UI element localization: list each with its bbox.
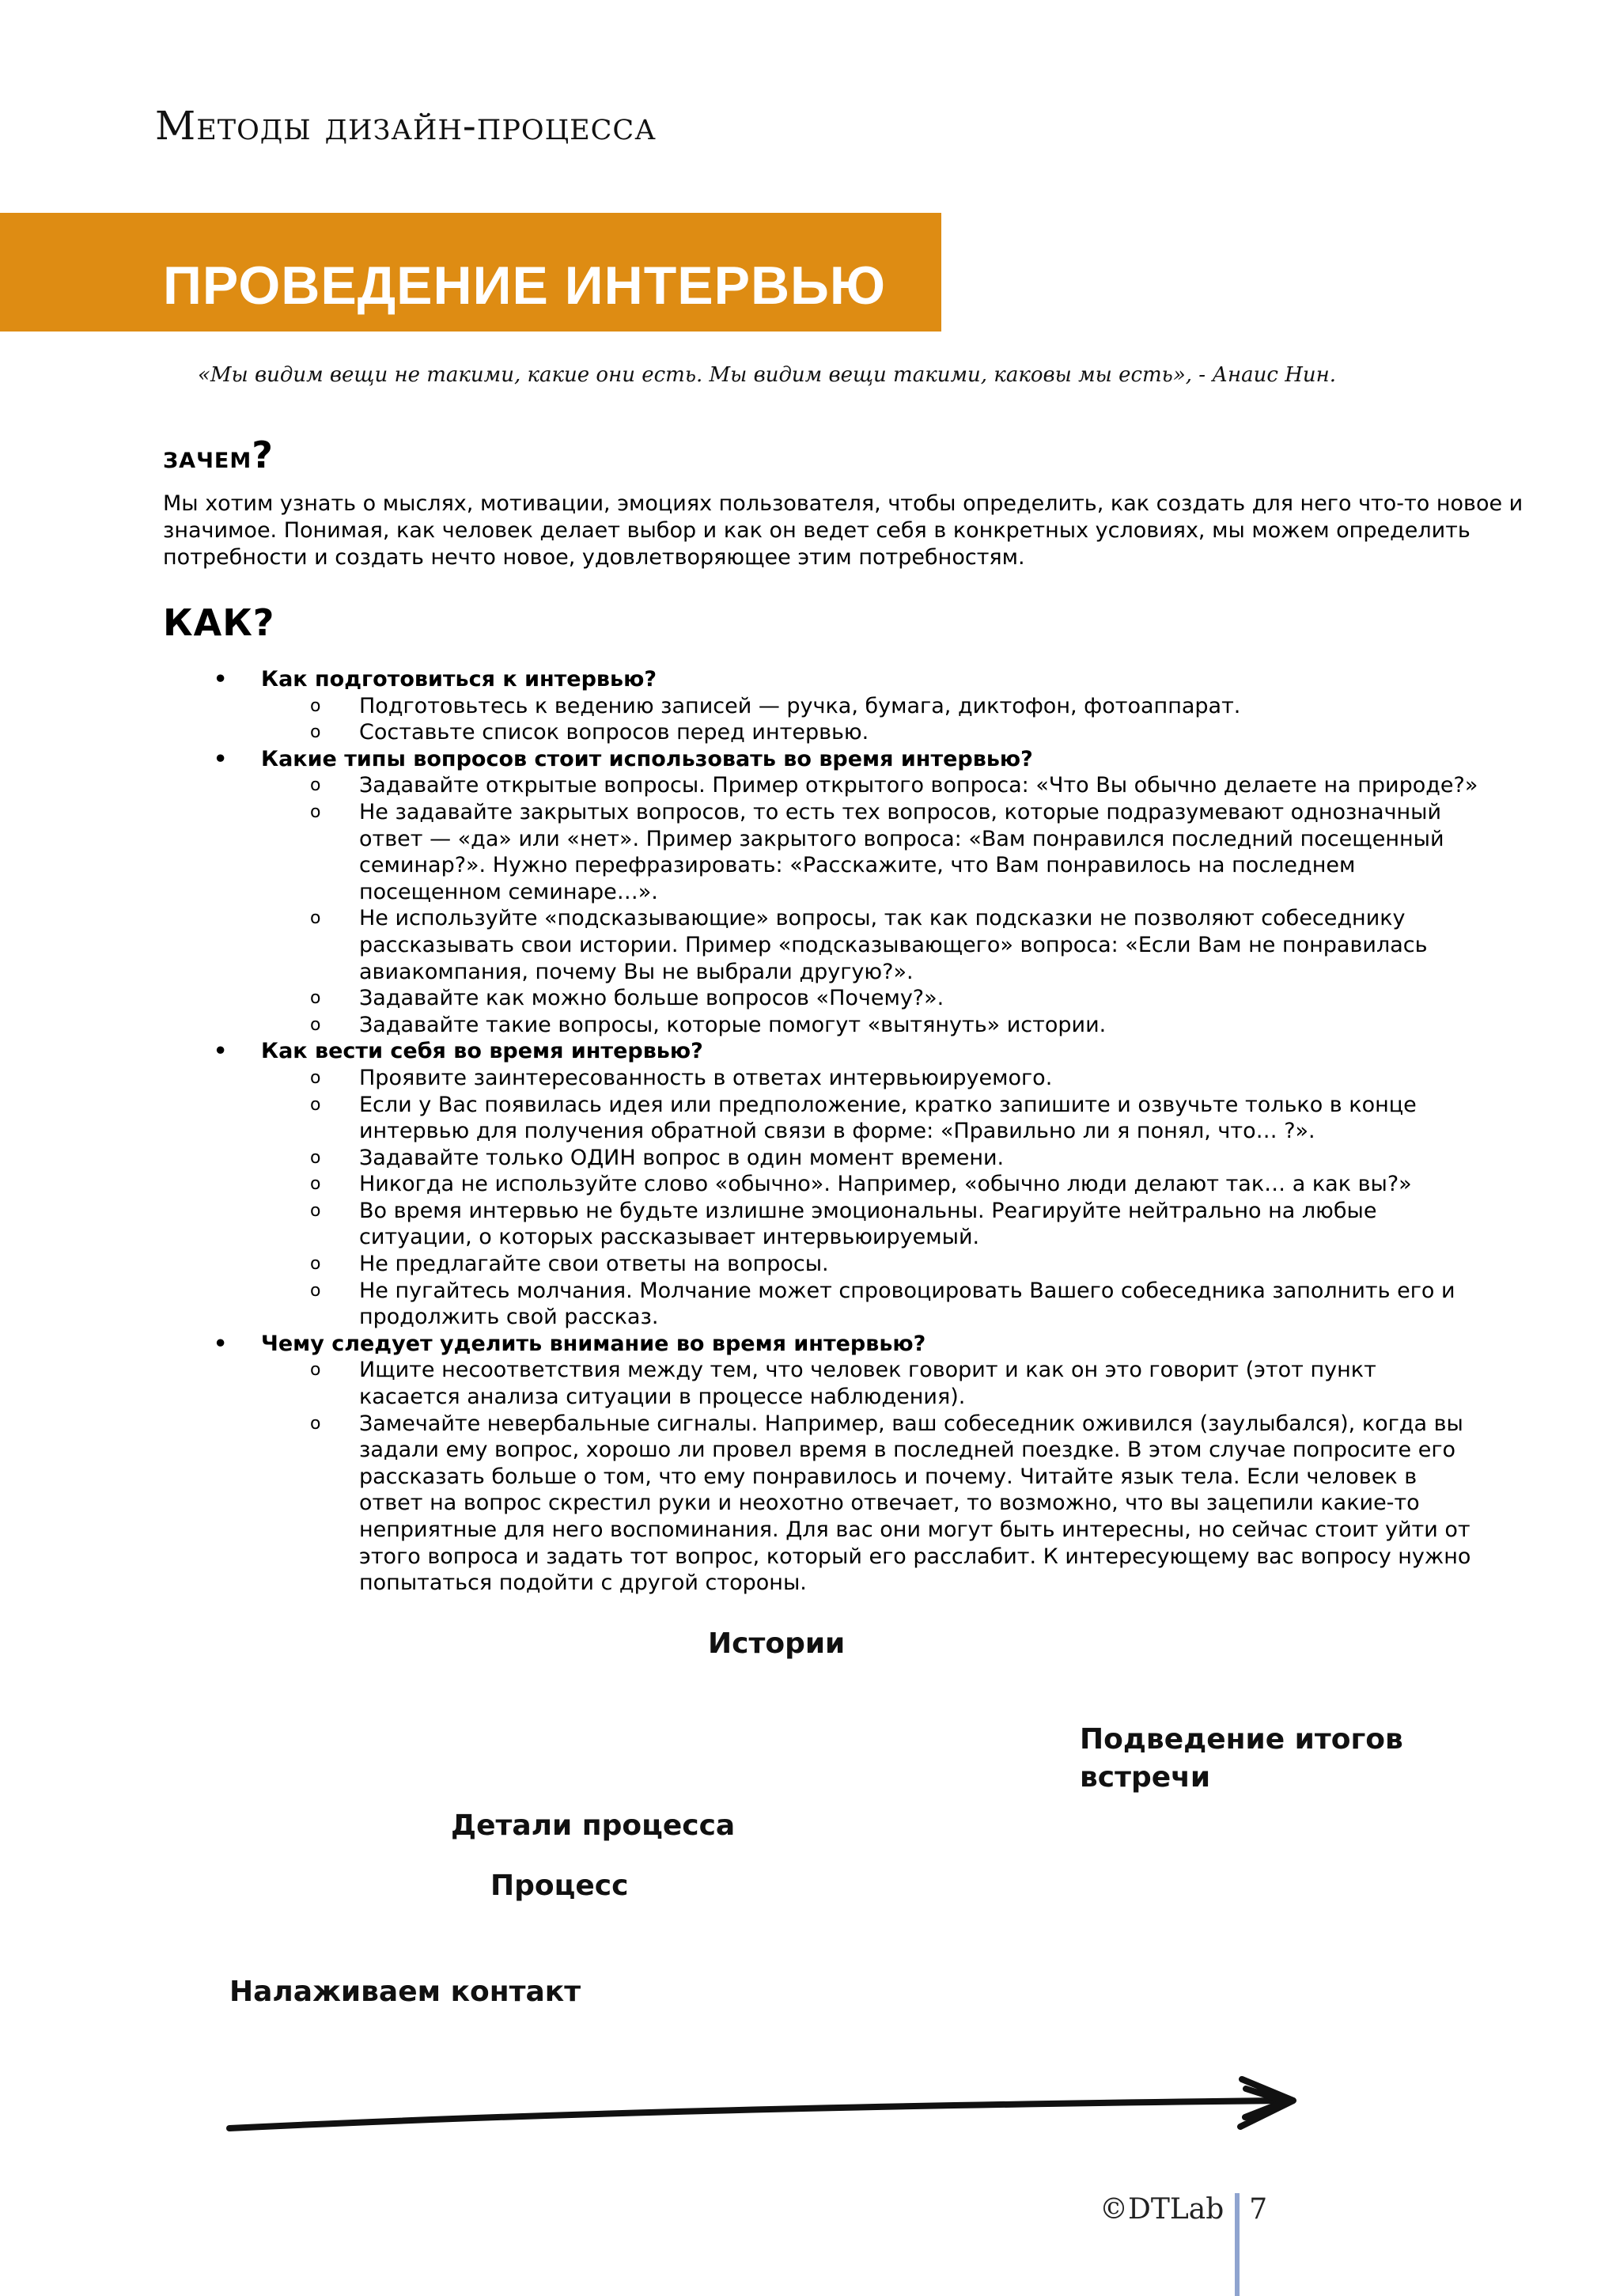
- how-sub-item: [214, 1145, 1481, 1172]
- how-sub-item-text: Задавайте только ОДИН вопрос в один момент времени.: [359, 1145, 1005, 1170]
- bullet-icon: •: [214, 667, 228, 691]
- how-sub-item-text: Никогда не используйте слово «обычно». Например, «обычно люди делают так… а как вы?»: [359, 1172, 1412, 1197]
- section-title: ПРОВЕДЕНИЕ ИНТЕРВЬЮ: [163, 256, 887, 316]
- sub-bullet-icon: o: [310, 1067, 321, 1088]
- how-sub-item-text: Задавайте как можно больше вопросов «Почему?».: [359, 986, 944, 1011]
- how-list: [214, 666, 1495, 1597]
- how-sub-item-text: Подготовьтесь к ведению записей — ручка, бумага, диктофон, фотоаппарат.: [359, 693, 1241, 718]
- how-sub-item: [214, 1171, 1481, 1198]
- how-sub-item-text: Если у Вас появилась идея или предположение, кратко запишите и озвучьте только в конце интервью для получения обратной связи в форме: «Правильно ли я понял, что… ?».: [359, 1092, 1417, 1144]
- bullet-icon: •: [214, 1331, 228, 1356]
- why-paragraph: Мы хотим узнать о мыслях, мотивации, эмоциях пользователя, чтобы определить, как создать для него что-то новое и значимое. Понимая, как человек делает выбор и как он ведет себя в конкретных условиях, мы можем определить потребности и создать нечто новое, удовлетворяющее этим потребностям.: [163, 491, 1523, 570]
- page-footer: [1100, 2193, 1267, 2296]
- how-sub-item-text: Ищите несоответствия между тем, что человек говорит и как он это говорит (этот пункт касается анализа ситуации в процессе наблюдения).: [359, 1358, 1376, 1410]
- how-sub-item-text: Во время интервью не будьте излишне эмоциональны. Реагируйте нейтрально на любые ситуации, о которых рассказывает интервьюируемый.: [359, 1198, 1377, 1250]
- how-sub-item: [214, 772, 1481, 799]
- sub-bullet-icon: o: [310, 1014, 321, 1035]
- label-summary-line2: встречи: [1080, 1761, 1211, 1794]
- how-heading: КАК?: [163, 601, 275, 644]
- timeline-arrow-shaft: [229, 2101, 1281, 2128]
- sub-bullet-icon: o: [310, 1200, 321, 1221]
- how-sub-item: [214, 693, 1481, 720]
- how-sub-item: [214, 1198, 1481, 1251]
- page-number: 7: [1249, 2193, 1268, 2226]
- bullet-icon: •: [214, 746, 228, 771]
- sub-bullet-icon: o: [310, 988, 321, 1009]
- how-sub-item: [214, 1251, 1481, 1278]
- sub-bullet-icon: o: [310, 722, 321, 743]
- how-item-title: [214, 746, 1495, 773]
- label-summary-line1: Подведение итогов: [1080, 1723, 1403, 1756]
- bullet-icon: •: [214, 1039, 228, 1064]
- sub-bullet-icon: o: [310, 1147, 321, 1168]
- sub-bullet-icon: o: [310, 775, 321, 796]
- sub-bullet-icon: o: [310, 1360, 321, 1381]
- label-process: Процесс: [490, 1870, 629, 1902]
- why-heading: зачем?: [163, 434, 274, 476]
- epigraph-quote: «Мы видим вещи не такими, какие они есть. Мы видим вещи такими, каковы мы есть», - Анаис Нин.: [198, 363, 1337, 387]
- sub-bullet-icon: o: [310, 1094, 321, 1115]
- how-sub-item-text: Не задавайте закрытых вопросов, то есть тех вопросов, которые подразумевают однозначный ответ — «да» или «нет». Пример закрытого вопроса: «Вам понравился последний посещенный семинар?». Нужно перефразировать: «Расскажите, что Вам понравилось на последнем посещенном семинаре…».: [359, 799, 1444, 904]
- how-sub-item: [214, 719, 1481, 746]
- how-sub-item: [214, 1012, 1481, 1039]
- how-sub-item-text: Задавайте открытые вопросы. Пример открытого вопроса: «Что Вы обычно делаете на природе?»: [359, 773, 1478, 798]
- how-sub-item-text: Не используйте «подсказывающие» вопросы, так как подсказки не позволяют собеседнику рассказывать свои истории. Пример «подсказывающего» вопроса: «Если Вам не понравилась авиакомпания, почему Вы не выбрали другую?».: [359, 906, 1428, 984]
- how-sub-item-text: Не предлагайте свои ответы на вопросы.: [359, 1252, 829, 1277]
- copyright-text: ©DTLab: [1100, 2193, 1224, 2226]
- label-stories: Истории: [708, 1627, 846, 1660]
- how-sub-item-text: Замечайте невербальные сигналы. Например, ваш собеседник оживился (заулыбался), когда вы задали ему вопрос, хорошо ли провел время в последней поездке. В этом случае попросите его рассказать больше о том, что ему понравилось и почему. Читайте язык тела. Если человек в ответ на вопрос скрестил руки и неохотно отвечает, то возможно, что вы зацепили какие-то неприятные для него воспоминания. Для вас они могут быть интересны, но сейчас стоит уйти от этого вопроса и задать тот вопрос, который его расслабит. К интересующему вас вопросу нужно попытаться подойти с другой стороны.: [359, 1411, 1471, 1596]
- how-item-title: [214, 666, 1495, 693]
- how-sub-item: [214, 905, 1481, 985]
- how-sub-item: [214, 1278, 1481, 1331]
- how-item-title: [214, 1331, 1495, 1358]
- label-building-contact: Налаживаем контакт: [229, 1976, 581, 2008]
- sub-bullet-icon: o: [310, 908, 321, 929]
- sub-bullet-icon: o: [310, 1174, 321, 1195]
- how-sub-item: [214, 1357, 1481, 1410]
- label-process-details: Детали процесса: [451, 1809, 736, 1842]
- how-item-title: [214, 1038, 1495, 1065]
- how-sub-item: [214, 1092, 1481, 1145]
- how-sub-item: [214, 1065, 1481, 1092]
- sub-bullet-icon: o: [310, 801, 321, 822]
- sub-bullet-icon: o: [310, 695, 321, 716]
- how-sub-item-text: Задавайте такие вопросы, которые помогут «вытянуть» истории.: [359, 1012, 1107, 1037]
- how-sub-item: [214, 1411, 1481, 1597]
- how-item-title-text: Чему следует уделить внимание во время интервью?: [261, 1331, 926, 1356]
- footer-separator: [1235, 2193, 1240, 2296]
- how-sub-item-text: Не пугайтесь молчания. Молчание может спровоцировать Вашего собеседника заполнить его и продолжить свой рассказ.: [359, 1278, 1455, 1330]
- how-sub-item-text: Составьте список вопросов перед интервью.: [359, 720, 869, 745]
- document-header-title: Методы дизайн-процесса: [155, 103, 657, 149]
- how-item-title-text: Какие типы вопросов стоит использовать во время интервью?: [261, 746, 1033, 771]
- how-item-title-text: Как вести себя во время интервью?: [261, 1039, 703, 1064]
- interview-flow-diagram: [198, 1606, 1345, 2176]
- how-item-title-text: Как подготовиться к интервью?: [261, 667, 657, 691]
- how-sub-item: [214, 799, 1481, 905]
- how-sub-item-text: Проявите заинтересованность в ответах интервьюируемого.: [359, 1065, 1053, 1090]
- sub-bullet-icon: o: [310, 1413, 321, 1434]
- sub-bullet-icon: o: [310, 1254, 321, 1275]
- sub-bullet-icon: o: [310, 1280, 321, 1301]
- how-sub-item: [214, 985, 1481, 1012]
